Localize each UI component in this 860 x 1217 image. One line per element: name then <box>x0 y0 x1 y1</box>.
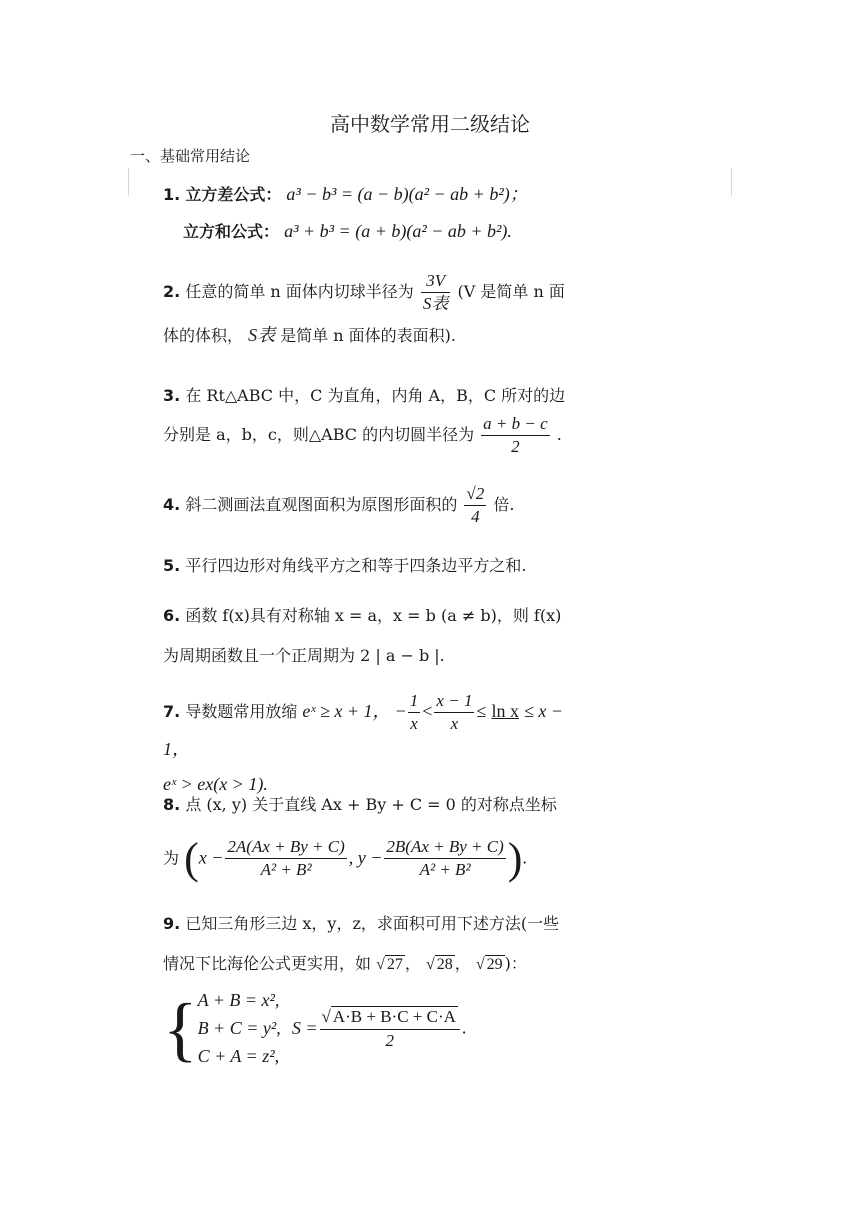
formula: ≤ x − 1， <box>163 701 564 760</box>
item-text: 在 Rt△ABC 中，C 为直角，内角 A，B，C 所对的边 <box>185 386 566 405</box>
item-text: 已知三角形三边 x，y，z，求面积可用下述方法(一些 <box>185 914 560 933</box>
sqrt-example: √ 27 <box>376 955 403 973</box>
fraction <box>481 413 550 458</box>
item-text: 为 <box>163 848 180 868</box>
formula-label: 立方差公式： <box>185 185 282 204</box>
item-text: 导数题常用放缩 <box>185 702 298 722</box>
sqrt-example: √ 28 <box>425 955 453 973</box>
right-margin-line <box>731 168 732 196</box>
left-margin-line <box>128 168 129 196</box>
item-7: 7. 导数题常用放缩 eˣ ≥ x + 1， − $\frac{1}{x}$ < $\frac{x - 1}{x}$ ≤ ln x ≤ x − 1， eˣ > ex(x > 1). <box>163 691 564 794</box>
item-8: 8. 点 (x, y) 关于直线 Ax + By + C = 0 的对称点坐标 为 (x − $\frac{2A(Ax + By + C)}{\text{A² + B²}}$ , y − $\frac{2B(Ax + By + C)}{\text{A² + B²}}$ ). <box>163 795 557 883</box>
item-text: 分别是 a，b，c，则△ABC 的内切圆半径为 <box>163 424 475 444</box>
formula-image <box>163 178 593 1098</box>
denominator: A² + B² <box>419 860 471 880</box>
formula: a³ − b³ = (a − b)(a² − ab + b²)； <box>286 184 528 204</box>
fraction <box>421 270 451 315</box>
item-text: 点 (x, y) 关于直线 Ax + By + C = 0 的对称点坐标 <box>185 795 557 814</box>
fraction <box>434 690 474 735</box>
item-text: 情况下比海伦公式更实用，如 <box>163 953 372 973</box>
numerator: 2A(Ax + By + C) <box>225 836 346 859</box>
item-text: 斜二测画法直观图面积为原图形面积的 <box>185 495 458 515</box>
formula: eˣ ≥ x + 1， <box>302 701 391 722</box>
item-number: 4. <box>163 495 181 515</box>
item-5 <box>163 553 593 579</box>
item-number: 3. <box>163 386 181 405</box>
item-number: 2. <box>163 282 181 302</box>
item-text: 体的体积， <box>163 326 244 346</box>
item-number: 5. <box>163 556 181 575</box>
denominator: A² + B² <box>260 860 312 880</box>
sqrt-example: √ 29 <box>475 955 503 973</box>
item-4 <box>163 483 593 528</box>
denominator: x <box>410 714 418 734</box>
numerator: 3V <box>421 270 451 293</box>
item-text: 任意的简单 n 面体内切球半径为 <box>185 282 414 302</box>
section-heading: 一、基础常用结论 <box>130 147 251 165</box>
formula: a³ + b³ = (a + b)(a² − ab + b²). <box>284 220 512 241</box>
item-text: 倍. <box>493 495 515 515</box>
item-text: 函数 f(x)具有对称轴 x = a，x = b (a ≠ b)，则 f(x) <box>185 606 562 625</box>
item-number: 1. <box>163 185 181 204</box>
numerator: x − 1 <box>434 690 474 713</box>
numerator: a + b − c <box>481 413 550 436</box>
item-3 <box>163 383 593 458</box>
item-number: 8. <box>163 795 181 814</box>
numerator: √2 <box>464 483 486 506</box>
item-6 <box>163 603 593 668</box>
item-text: (V 是简单 n 面 <box>457 282 565 302</box>
fraction <box>384 836 505 881</box>
item-number: 7. <box>163 702 181 722</box>
symbol: S表 <box>248 325 276 346</box>
denominator: 2 <box>511 436 520 456</box>
numerator: 2B(Ax + By + C) <box>384 836 505 859</box>
item-9: 9. 已知三角形三边 x，y，z，求面积可用下述方法(一些 情况下比海伦公式更实用，如 √ 27 ， √ 28 ， √ 29 )： { A + B = x², B + C = y², C + A = z², S = $\frac{√ A\cdot B + B\cdot C + C\cdot A}{2}$ . <box>163 914 560 1070</box>
denominator: 4 <box>471 507 480 527</box>
page-title: 高中数学常用二级结论 <box>330 112 530 136</box>
formula-label: 立方和公式： <box>183 221 280 241</box>
numerator: 1 <box>408 690 421 713</box>
denominator: x <box>450 714 459 734</box>
item-1 <box>163 180 593 246</box>
item-text: . <box>556 424 562 444</box>
item-number: 9. <box>163 914 181 933</box>
item-text: 平行四边形对角线平方之和等于四条边平方之和. <box>185 556 527 575</box>
equation-system: A + B = x², B + C = y², C + A = z², <box>197 990 281 1066</box>
denominator: S表 <box>422 294 449 314</box>
fraction <box>225 836 346 881</box>
item-2 <box>163 270 593 350</box>
item-text: 为周期函数且一个正周期为 2 | a − b |. <box>163 645 445 665</box>
item-text: 是简单 n 面体的表面积). <box>280 326 457 346</box>
formula: eˣ > ex(x > 1). <box>163 773 268 794</box>
fraction <box>408 690 421 735</box>
fraction <box>464 483 486 528</box>
area-formula: $\frac{√ A\cdot B + B\cdot C + C\cdot A}{2}$ <box>320 1006 460 1051</box>
ln-term: ln x <box>491 701 519 722</box>
item-number: 6. <box>163 606 181 625</box>
